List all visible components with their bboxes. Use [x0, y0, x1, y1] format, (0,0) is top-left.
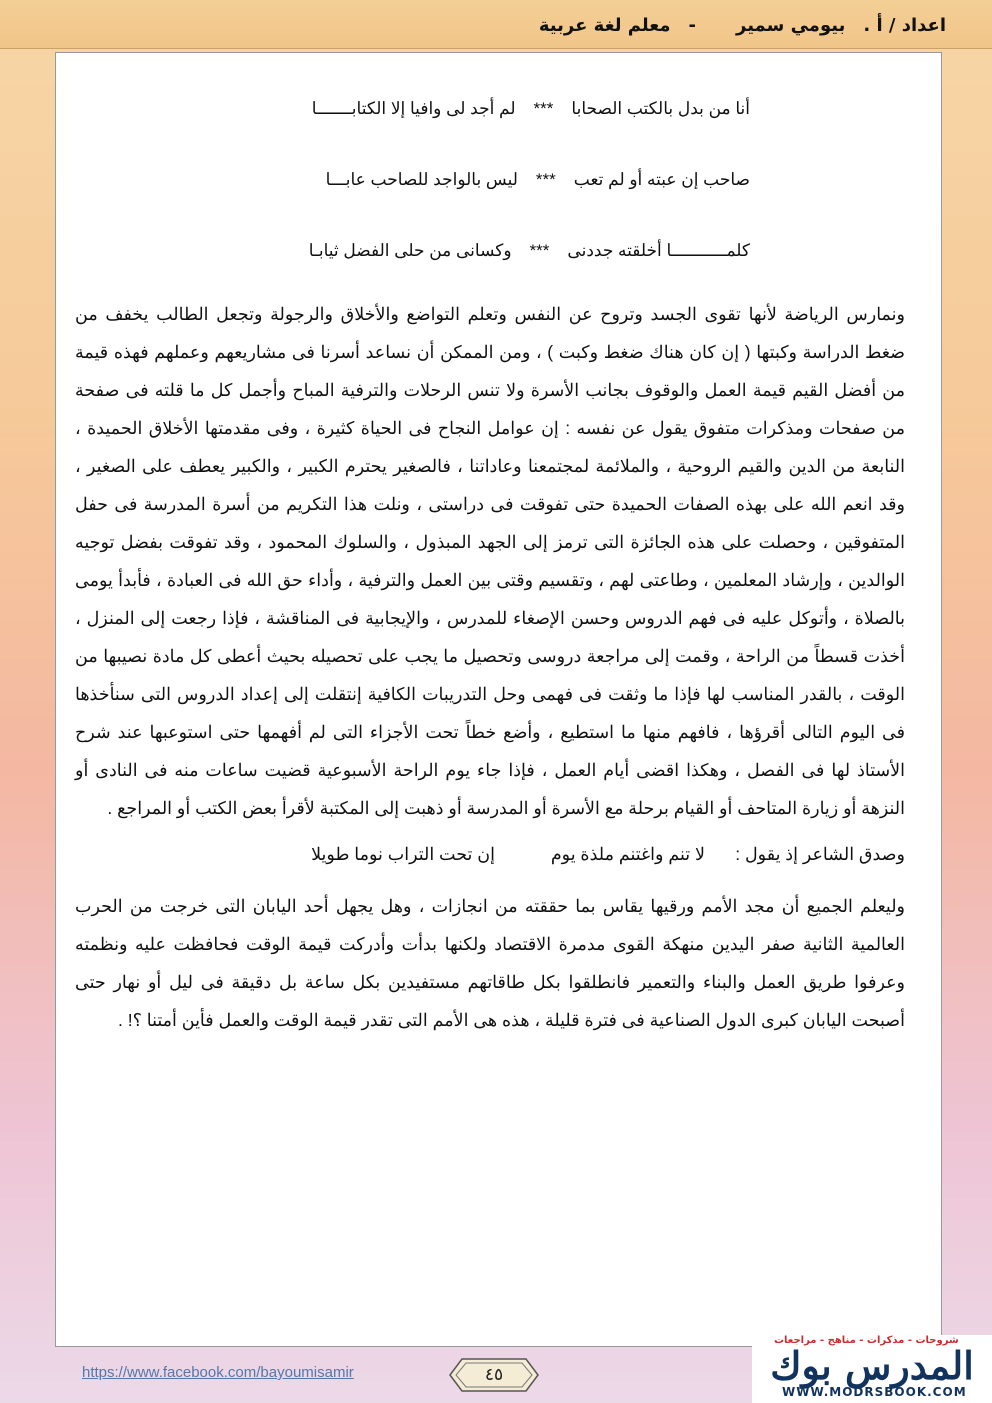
poet-first-half: لا تنم واغتنم ملذة يوم: [550, 844, 705, 864]
header-prepared: اعداد / أ .: [863, 15, 946, 36]
verse-second-half: لم أجد لى وافيا إلا الكتابـــــــا: [311, 99, 516, 118]
logo-site: WWW.MODRSBOOK.COM: [782, 1385, 967, 1399]
verse-first-half: أنا من بدل بالكتب الصحابا: [571, 99, 750, 118]
page-number-badge: [448, 1357, 540, 1393]
verse-second-half: ليس بالواجد للصاحب عابـــا: [325, 170, 518, 189]
header-title: [521, 15, 946, 36]
header-role: معلم لغة عربية: [538, 15, 671, 36]
verse-first-half: صاحب إن عبته أو لم تعب: [573, 170, 750, 189]
poem-verse: [75, 82, 905, 153]
verse-first-half: كلمـــــــــــا أخلقته جددنى: [567, 241, 750, 260]
body-paragraph: ونمارس الرياضة لأنها تقوى الجسد وتروح عن النفس وتعلم التواضع والأخلاق والرجولة وتجعل الطالب يخفف من ضغط الدراسة وكبتها ( إن كان هناك ضغط وكبت ) ، ومن الممكن أن نساعد أسرنا فى مشاريعهم وعملهم فهذه قيمة من أفضل القيم قيمة العمل والوقوف بجانب الأسرة ولا تنس الرحلات والترفية المباح وأجمل كل ما قلته فى صفحة من صفحات ومذكرات متفوق يقول عن نفسه : إن عوامل النجاح فى الحياة كثيرة ، وفى مقدمتها الأخلاق الحميدة ، النابعة من الدين والقيم الروحية ، والملائمة لمجتمعنا وعاداتنا ، فالصغير يحترم الكبير ، والكبير يعطف على الصغير ، وقد انعم الله على بهذه الصفات الحميدة حتى تفوقت فى دراستى ، ونلت هذا التكريم من أسرة المدرسة فى حفل المتفوقين ، وحصلت على هذه الجائزة التى ترمز إلى الجهد المبذول ، والسلوك المحمود ، وقد تفوقت بفضل توجيه الوالدين ، وإرشاد المعلمين ، وطاعتى لهم ، وتقسيم وقتى بين العمل والترفية ، وأداء حق الله فى العبادة ، فأبدأ يومى بالصلاة ، وأتوكل عليه فى فهم الدروس وحسن الإصغاء للمدرس ، والإيجابية فى المناقشة ، فإذا رجعت إلى المنزل ، أخذت قسطاً من الراحة ، وقمت إلى مراجعة دروسى وتحصيل ما يجب على تحصيله بحيث أعطى كل مادة نصيبها من الوقت ، بالقدر المناسب لها فإذا ما وثقت فى فهمى وحل التدريبات الكافية إنتقلت إلى إعداد الدروس التى سنأخذها فى اليوم التالى أقرؤها ، فافهم منها ما استطيع ، وأضع خطاً تحت الأجزاء التى لم أفهمها حتى استوعبها عند شرح الأستاذ لها فى الفصل ، وهكذا اقضى أيام العمل ، فإذا جاء يوم الراحة الأسبوعية قضيت ساعات منه فى النادى أو النزهة أو زيارة المتاحف أو القيام برحلة مع الأسرة أو المدرسة أو ذهبت إلى المكتبة لأقرأ بعض الكتب أو المراجع .: [75, 304, 905, 818]
poet-quote: [75, 835, 905, 881]
poet-intro: وصدق الشاعر إذ يقول :: [735, 844, 905, 864]
logo-tagline: شروحات - مذكرات - مناهج - مراجعات: [774, 1335, 959, 1346]
header-dash: -: [688, 15, 697, 36]
facebook-link[interactable]: https://www.facebook.com/bayoumisamir: [82, 1364, 354, 1381]
verse-second-half: وكسانى من حلى الفضل ثيابـا: [308, 241, 512, 260]
page-header: [0, 0, 992, 49]
verse-separator: ***: [533, 99, 554, 118]
verse-separator: ***: [535, 170, 556, 189]
poem-verse: [75, 153, 905, 224]
page-content: [75, 82, 905, 1039]
logo-name: المدرس بوك: [770, 1343, 974, 1388]
header-author: بيومي سمير: [736, 15, 846, 36]
poet-second-half: إن تحت التراب نوما طويلا: [311, 844, 495, 864]
body-paragraph: وليعلم الجميع أن مجد الأمم ورقيها يقاس بما حققته من انجازات ، وهل يجهل أحد اليابان التى خرجت من الحرب العالمية الثانية صفر اليدين منهكة القوى مدمرة الاقتصاد ولكنها بدأت وأدركت قيمة الوقت فحافظت عليه ونظمته وعرفوا طريق العمل والبناء والتعمير فانطلقوا بكل طاقاتهم مستفيدين بكل ساعة بل دقيقة فى ليل أو نهار حتى أصبحت اليابان كبرى الدول الصناعية فى فترة قليلة ، هذه هى الأمم التى تقدر قيمة الوقت والعمل فأين أمتنا ؟! .: [75, 896, 905, 1030]
page-number: ٤٥: [484, 1365, 504, 1385]
site-logo: [752, 1335, 992, 1403]
verse-separator: ***: [529, 241, 550, 260]
poem-verse: [75, 224, 905, 295]
